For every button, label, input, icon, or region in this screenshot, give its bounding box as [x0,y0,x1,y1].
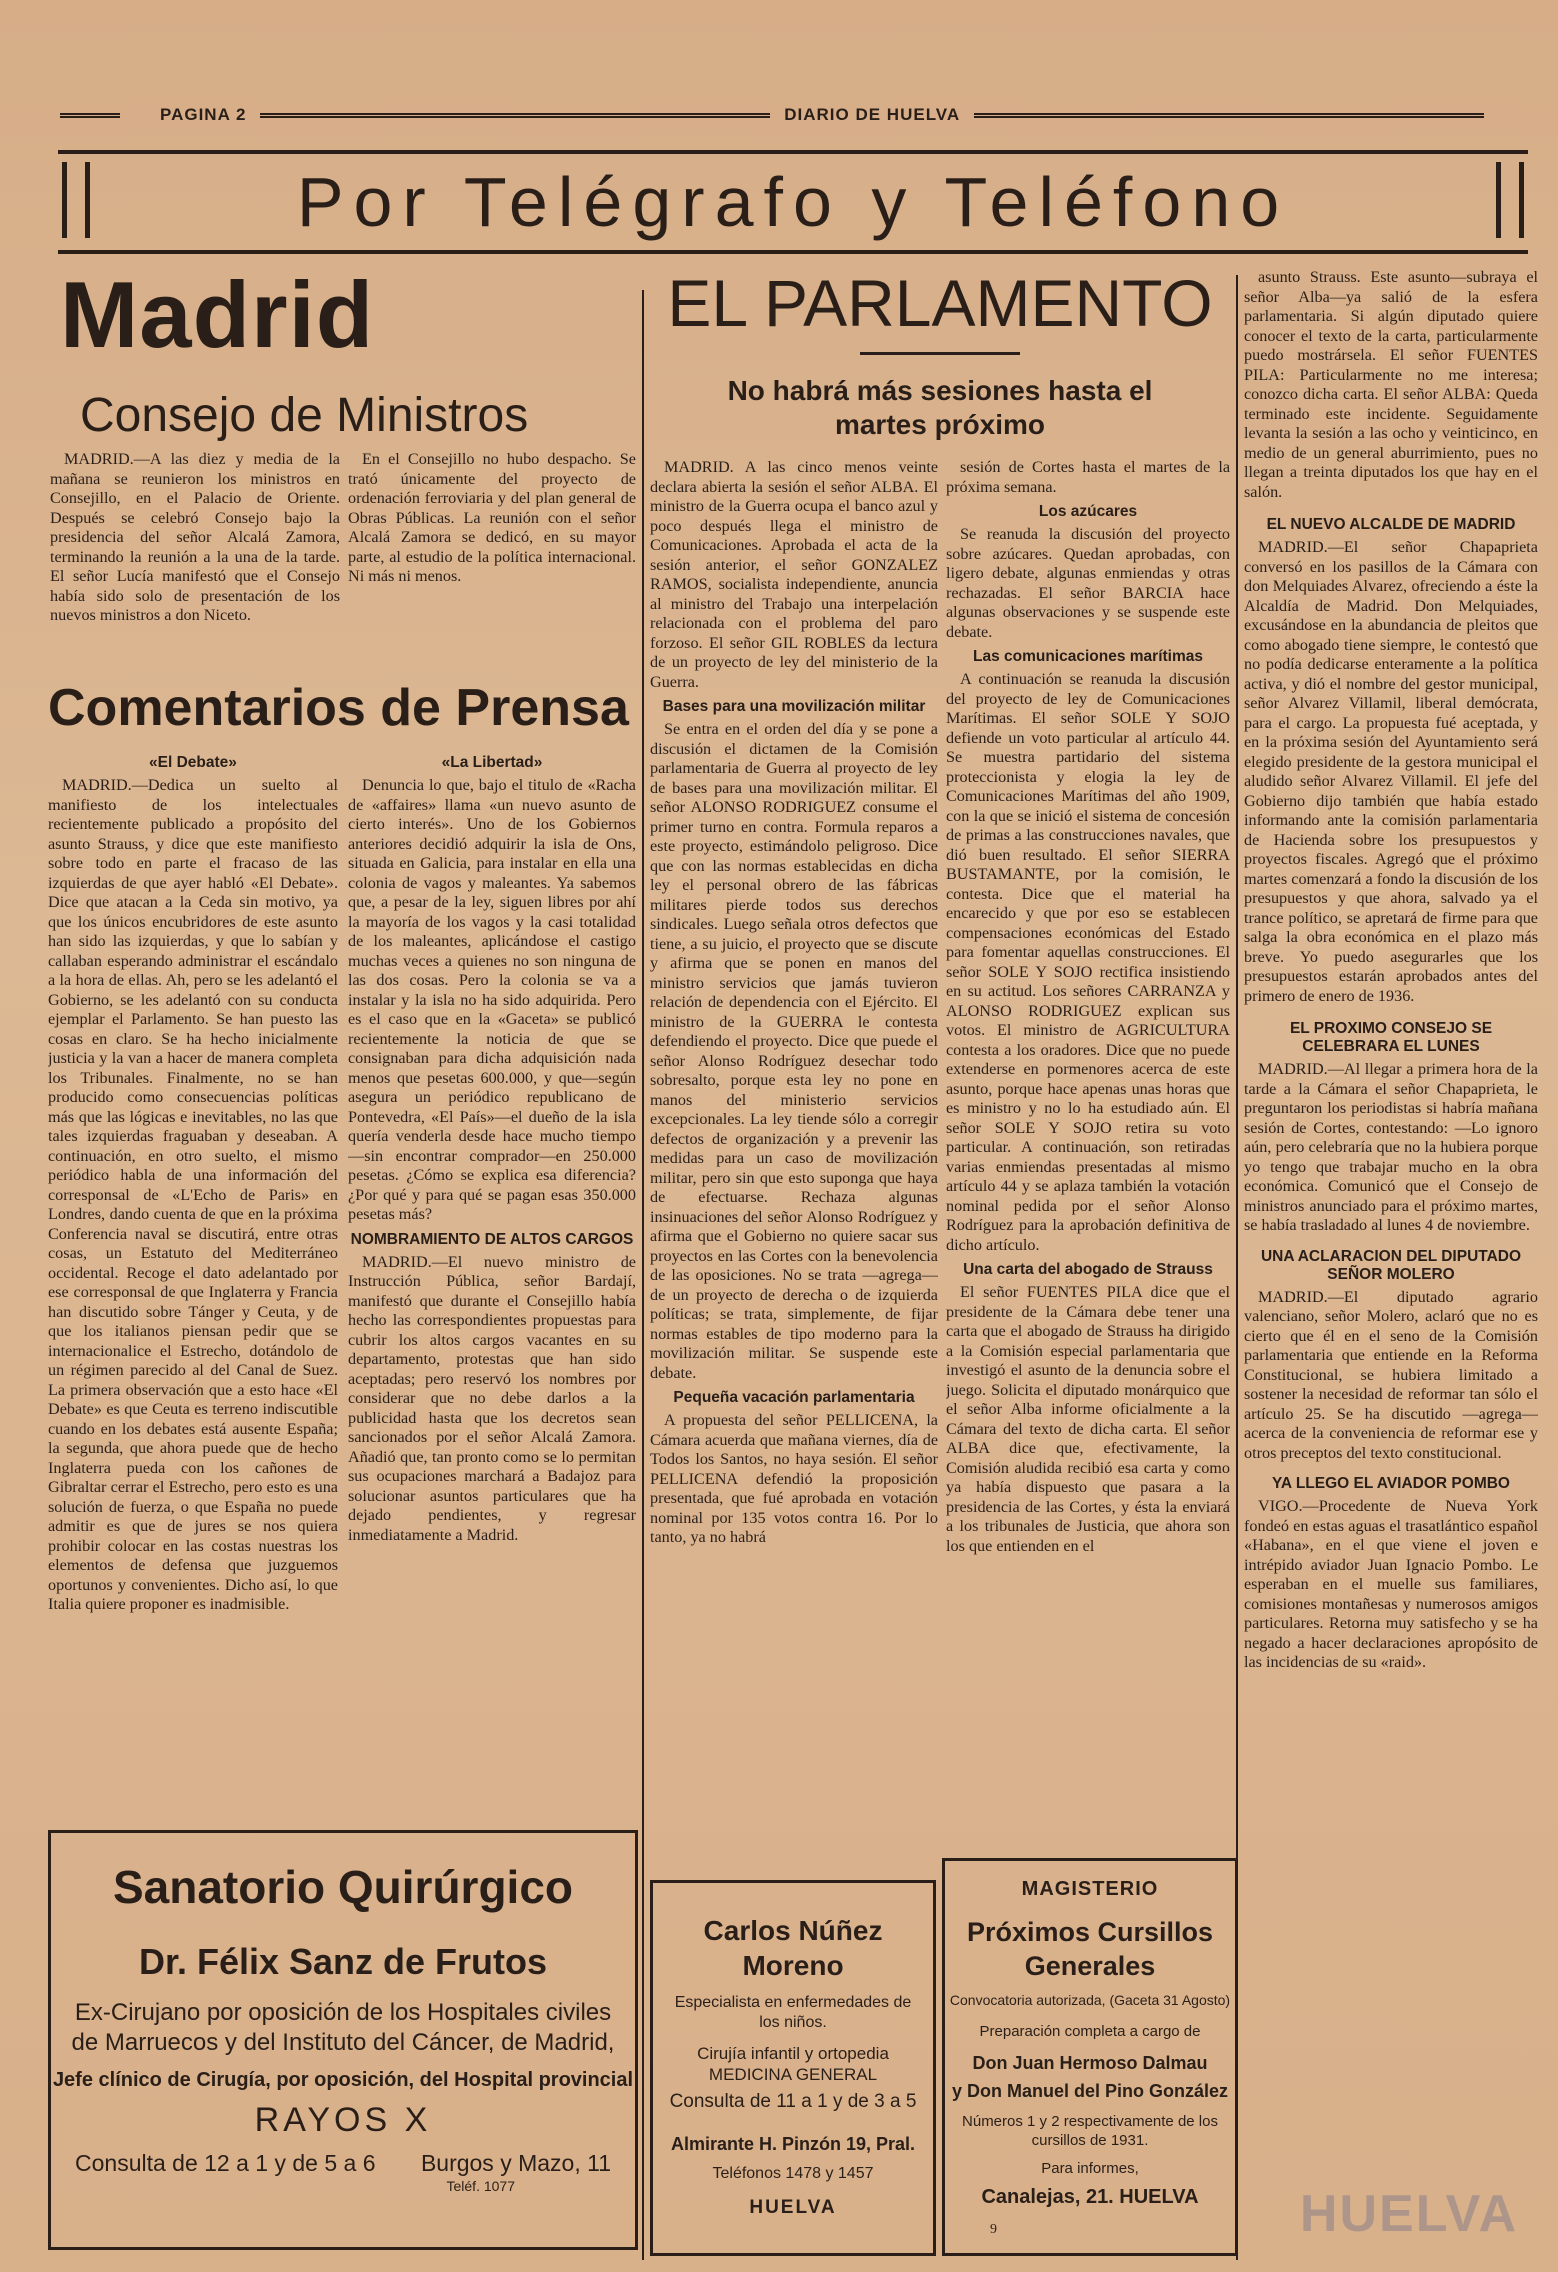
strauss-continuation: asunto Strauss. Este asunto—subraya el señor Alba—ya salió de la esfera parlamentaria. Si algún diputado quiere conocer el texto de la carta, particularmente puedo mostrársela. El señor FUENTES PILA: Particularmente no me interesa; conozco dicha carta. El señor ALBA: Queda terminado este incidente. Seguidamente levanta la sesión a las ocho y veinticinco, en medio de un general aburrimiento, pues no llegan a treinta diputados los que hay en el salón. [1244,268,1538,501]
nunez-spec: Especialista en enfermedades de los niños. [674,1994,912,2031]
libertad-text: Denuncia lo que, bajo el titulo de «Racha de «affaires» llama «un nuevo asunto de cierto interés». Uno de los Gobiernos anteriores decidió adquirir la isla de Ons, situada en Galicia, para instalar en ella una colonia de vagos y maleantes. Ya sabemos que, a pesar de la ley, siguen libres por ahí la mayoría de los vagos y la casi totalidad de los maleantes, aplicándose el castigo muchas veces a quienes no son ninguna de las dos cosas. Pero la colonia se va a instalar y la isla no ha sido adquirida. Pero es el caso que en la «Gaceta» se publicó recientemente la noticia de que se consignaban para dicha adquisición nada menos que pesetas 600.000, y que—según asegura un periódico republicano de Pontevedra, «El País»—el dueño de la isla quería venderla desde hace mucho tiempo—sin encontrar comprador—en 250.000 pesetas. ¿Cómo se explica esa diferencia? ¿Por qué y para qué se pagan esas 350.000 pesetas más? [348,776,636,1223]
parlamento-col-1: MADRID. A las cinco menos veinte declara abierta la sesión el señor ALBA. El ministro de la Guerra ocupa el banco azul y poco después llega el ministro de Comunicaciones. Aprobada el acta de la sesión anterior, el señor GONZALEZ RAMOS, socialista independiente, anuncia al ministro del Trabajo una interpelación relacionada con el problema del paro forzoso. El señor GIL ROBLES da lectura de un proyecto de ley del ministerio de la Guerra. Bases para una movilización militar Se entra en el orden del día y se pone a discusión el dictamen de la Comisión parlamentaria de Guerra al proyecto de ley de bases para una movilización militar. El señor ALONSO RODRIGUEZ consume el primer turno en contra. Formula reparos a este proyecto, estimándolo peligroso. Dice que con las normas establecidas en dicha ley el personal obrero de las fábricas militares pierde todos sus derechos sindicales. Luego señala otros defectos que tiene, a su juicio, el proyecto que se discute y afirma que se ponen en manos del ministro servicios que jamás tuvieron relación de dependencia con el Ejército. El ministro de la GUERRA le contesta defendiendo el proyecto. Dice que puede el señor Alonso Rodríguez desechar todo sobresalto, porque esta ley no pone en manos del ministerio servicios excepcionales. La ley tiende sólo a corregir defectos de organización y a prevenir las medidas para un caso de movilización militar, pero sin que esto suponga que haya de efectuarse. Rechaza algunas insinuaciones del señor Alonso Rodríguez y afirma que el Gobierno no quiere sacar sus proyectos en las Cortes con la benevolencia de las oposiciones. No se trata —agrega—de un proyecto de derecha o de izquierda políticas; se trata, simplemente, de fijar normas estables de tipo moderno para la movilización militar. Se suspende este debate. Pequeña vacación parlamentaria A propuesta del señor PELLICENA, la Cámara acuerda que mañana viernes, día de Todos los Santos, no haya sesión. El señor PELLICENA defendió la proposición presentada, que fué aprobada en votación nominal por 135 votos contra 16. Por lo tanto, ya no habrá [650,458,938,1546]
debate-heading: «El Debate» [149,754,237,771]
libertad-heading: «La Libertad» [441,754,543,771]
sanatorio-telef: Teléf. 1077 [446,2177,515,2194]
nombramiento-text: MADRID.—El nuevo ministro de Instrucción Pública, señor Bardají, manifestó que durante el Consejillo había hecho las correspondientes propuestas para cubrir los altos cargos vacantes en su departamento, protestas que han sido aceptadas; pero reservó los nombres por considerar que no debe darlos a la publicidad hasta que los decretos sean sancionados por el señor Alcalá Zamora. Añadió que, tan pronto como se lo permitan sus ocupaciones marchará a Badajoz para solucionar asuntos particulares que ha dejado pendientes, y regresar inmediatamente a Madrid. [348,1252,636,1544]
nombramiento-heading: NOMBRAMIENTO DE ALTOS CARGOS [350,1230,634,1248]
nunez-name: Carlos Núñez Moreno [703,1915,883,1981]
section-banner [58,150,1528,254]
alcalde-text: MADRID.—El señor Chapaprieta conversó en los pasillos de la Cámara con don Melquiades Alvarez, ofreciendo a éste la Alcaldía de Madrid. Don Melquiades, excusándose en la abundancia de pleitos que como abogado tiene siempre, le contestó que no podía dedicarse enteramente a la política activa, y dió el nombre del gestor municipal, señor Alvarez Villamil, liberal demócrata, para el cargo. La propuesta fué aceptada, y en la próxima sesión del Ayuntamiento será elegido presidente de la gestora municipal el aludido señor Alvarez Villamil. El jefe del Gobierno dijo también que había estado informando ante la comisión parlamentaria de Hacienda sobre los presupuestos y proyectos fiscales. Agregó que el próximo martes comenzará a fondo la discusión de los presupuestos y que ahora, salvado ya el trance político, se apretará de firme para que salga la obra económica en el plazo más breve. Yo puedo asegurarles que los presupuestos estarán aprobados antes del primero de enero de 1936. [1244,538,1538,1005]
vacacion-text: A propuesta del señor PELLICENA, la Cámara acuerda que mañana viernes, día de Todos los Santos, no haya sesión. El señor PELLICENA defendió la proposición presentada, que fué aprobada en votación nominal por 135 votos contra 16. Por lo tanto, ya no habrá [650,1411,938,1546]
sanatorio-consulta: Consulta de 12 a 1 y de 5 a 6 [75,2150,376,2176]
magisterio-addr: Canalejas, 21. HUELVA [981,2186,1199,2208]
consejo-lunes-heading: EL PROXIMO CONSEJO SE CELEBRARA EL LUNES [1289,1020,1493,1055]
magisterio-title: Próximos Cursillos Generales [966,1917,1214,1981]
magisterio-head: MAGISTERIO [1021,1878,1159,1900]
nunez-city: HUELVA [749,2196,837,2218]
madrid-title: Madrid [60,262,375,367]
molero-heading: UNA ACLARACION DEL DIPUTADO SEÑOR MOLERO [1260,1247,1522,1283]
alcalde-heading: EL NUEVO ALCALDE DE MADRID [1266,516,1516,533]
bases-heading: Bases para una movilización militar [662,698,926,715]
magisterio-conv: Convocatoria autorizada, (Gaceta 31 Agosto) [949,1991,1231,2008]
sanatorio-address: Burgos y Mazo, 11 [420,2150,611,2176]
banner-title: Por Telégrafo y Teléfono [296,163,1290,241]
prensa-col-right [348,748,636,1808]
madrid-text-right: En el Consejillo no hubo despacho. Se trató únicamente del proyecto de ordenación ferroviaria y del plan general de Obras Públicas. La reunión con el señor Alcalá Zamora se dedicó, en su mayor parte, al estudio de la política internacional. Ni más ni menos. [348,450,636,585]
magisterio-prep: Preparación completa a cargo de [979,2023,1201,2040]
vacacion-heading: Pequeña vacación parlamentaria [673,1389,915,1406]
magisterio-info: Para informes, [1041,2160,1139,2178]
nunez-cirugia: Cirujía infantil y ortopedia [697,2044,889,2063]
paper-name: DIARIO DE HUELVA [784,105,961,124]
magisterio-p2: y Don Manuel del Pino González [951,2081,1229,2102]
archive-watermark: HUELVA [1299,2185,1518,2243]
nunez-medicina: MEDICINA GENERAL [708,2065,878,2085]
page-number: PAGINA 2 [160,105,247,124]
right-column [1244,268,1538,2258]
molero-text: MADRID.—El diputado agrario valenciano, señor Molero, aclaró que no es cierto que él en el seno de la Comisión parlamentaria que entiende en la Reforma Constitucional, se hubiera limitado a sostener la necesidad de reformar tan sólo el artículo 25. Se ha discutido —agrega— acerca de la conveniencia de reformar ese y otros preceptos del texto constitucional. [1244,1287,1538,1462]
ornament-rule [860,352,1020,355]
sanatorio-doctor: Dr. Félix Sanz de Frutos [138,1940,548,1982]
bases-text: Se entra en el orden del día y se pone a discusión el dictamen de la Comisión parlamentaria de Guerra al proyecto de ley de bases para una movilización militar. El señor ALONSO RODRIGUEZ consume el primer turno en contra. Formula reparos a este proyecto, estimándolo peligroso. Dice que con las normas establecidas en dicha ley el personal obrero de las fábricas militares pierde todos sus derechos sindicales. Luego señala otros defectos que tiene, a su juicio, el proyecto que se discute y afirma que se ponen en manos del ministro servicios que jamás tuvieron relación de dependencia con el Ejército. El ministro de la GUERRA le contesta defendiendo el proyecto. Dice que puede el señor Alonso Rodríguez desechar todo sobresalto, porque esta ley no pone en manos del ministerio servicios excepcionales. La ley tiende sólo a corregir defectos de organización y a prevenir las medidas para un caso de movilización militar, pero sin que esto suponga que haya de efectuarse. Rechaza algunas insinuaciones del señor Alonso Rodríguez y afirma que el Gobierno no quiere sacar sus proyectos en las Cortes con la benevolencia de las oposiciones. No se trata —agrega—de un proyecto de derecha o de izquierda políticas; se trata, simplemente, de fijar normas estables de tipo moderno para la movilización militar. Se suspende este debate. [650,720,938,1382]
nunez-address: Almirante H. Pinzón 19, Pral. [670,2134,916,2155]
pombo-text: VIGO.—Procedente de Nueva York fondeó en estas aguas el trasatlántico español «Habana», en el que viene el joven e intrépido aviador Juan Ignacio Pombo. Le esperaban en el muelle sus familiares, comisiones montañesas y numerosos amigos particulares. Retorna muy satisfecho y se ha negado a hacer declaraciones apropósito de las incidencias de su «raid». [1244,1497,1538,1671]
banner-ornament-right [1496,162,1524,238]
sanatorio-line2: de Marruecos y del Instituto del Cáncer, de Madrid, [71,2028,615,2056]
maritimas-text: A continuación se reanuda la discusión del proyecto de ley de Comunicaciones Marítimas. El señor SOLE Y SOJO defiende un voto particular al artículo 44. Se muestra partidario del sistema proteccionista y elogia la ley de Comunicaciones Marítimas del año 1909, con la que se inició el sistema de concesión de primas a las construcciones navales, que dió buen resultado. El señor SIERRA BUSTAMANTE, por la comisión, le contesta. Dice que el material ha encarecido y que por eso se establecen compensaciones económicas del Estado para fomentar aquellas construcciones. El señor SOLE Y SOJO rectifica insistiendo en su actitud. Los señores CARRANZA y ALONSO RODRIGUEZ explican sus votos. El ministro de AGRICULTURA contesta a los oradores. Dice que no puede extenderse en pormenores acerca de este asunto, porque hace apenas unas horas que es ministro y no lo ha estudiado aún. El señor SOLE Y SOJO retira su voto particular. A continuación, son retiradas varias enmiendas presentadas al mismo artículo 44 y se aplaza también la votación nominal pedida por el señor Alonso Rodríguez para la aprobación definitiva de dicho artículo. [946,670,1230,1254]
madrid-text-left: MADRID.—A las diez y media de la mañana se reunieron los ministros en Consejillo, en el Palacio de Oriente. Después se celebró Consejo bajo la presidencia del señor Alcalá Zamora, terminando la reunión a la una de la tarde. El señor Lucía manifestó que el Consejo había sido solo de presentación de los nuevos ministros a don Niceto. [50,450,340,624]
azucares-text: Se reanuda la discusión del proyecto sobre azúcares. Quedan aprobadas, con ligero debate, algunas enmiendas y otras rechazadas. El señor BARCIA hace algunas observaciones y se suspende este debate. [946,525,1230,641]
sanatorio-ad [48,1830,638,2250]
sanatorio-line1: Ex-Cirujano por oposición de los Hospitales civiles [74,1998,612,2026]
consejo-lunes-text: MADRID.—Al llegar a primera hora de la tarde a la Cámara el señor Chapaprieta, le preguntaron los periodistas si habría mañana sesión de Cortes, contestando: —Lo ignoro aún, pero celebraría que no la hubiera porque yo tengo que trabajar mucho en la obra económica. Comunicó que el Consejo de ministros anunciado para el próximo martes, se había trasladado al lunes 4 de noviembre. [1244,1060,1538,1234]
pombo-heading: YA LLEGO EL AVIADOR POMBO [1272,1475,1510,1492]
azucares-heading: Los azúcares [1038,503,1138,520]
banner-ornament-left [62,162,90,238]
sanatorio-title: Sanatorio Quirúrgico [112,1861,574,1913]
nunez-consulta: Consulta de 11 a 1 y de 3 a 5 [669,2090,917,2112]
maritimas-heading: Las comunicaciones marítimas [972,648,1203,665]
parlamento-col-2: sesión de Cortes hasta el martes de la próxima semana. Los azúcares Se reanuda la discusión del proyecto sobre azúcares. Quedan aprobadas, con ligero debate, algunas enmiendas y otras rechazadas. El señor BARCIA hace algunas observaciones y se suspende este debate. Las comunicaciones marítimas A continuación se reanuda la discusión del proyecto de ley de Comunicaciones Marítimas. El señor SOLE Y SOJO defiende un voto particular al artículo 44. Se muestra partidario del sistema proteccionista y elogia la ley de Comunicaciones Marítimas del año 1909, con la que se inició el sistema de concesión de primas a las construcciones navales, que dió buen resultado. El señor SIERRA BUSTAMANTE, por la comisión, le contesta. Dice que el material ha encarecido y que por eso se establecen compensaciones económicas del Estado para fomentar aquellas construcciones. El señor SOLE Y SOJO rectifica insistiendo en su actitud. Los señores CARRANZA y ALONSO RODRIGUEZ explican sus votos. El ministro de AGRICULTURA contesta a los oradores. Dice que no puede extenderse en pormenores acerca de este asunto, porque hace apenas unas horas que es ministro y no lo ha estudiado aún. El señor SOLE Y SOJO retira su voto particular. A continuación, son retiradas varias enmiendas presentadas al mismo artículo 44 y se aplaza también la votación nominal pedida por el señor Alonso Rodríguez para la aprobación definitiva de dicho artículo. Una carta del abogado de Strauss El señor FUENTES PILA dice que el presidente de la Cámara debe tener una carta que el abogado de Strauss ha dirigido a la Comisión especial parlamentaria que investigó el asunto de la denuncia sobre el juego. Solicita el diputado monárquico que el señor Alba informe oficialmente a la Cámara del texto de dicha carta. El señor ALBA dice que, efectivamente, la Comisión aludida recibió esa carta y como ya había dispuesto que pasara a la presidencia de las Cortes, y ésta la enviará a los tribunales de Justicia, que ahora son los que entienden en el [946,458,1230,1555]
magisterio-ad [942,1858,1238,2256]
page-mark: 9 [990,2222,997,2237]
debate-text: MADRID.—Dedica un suelto al manifiesto de los intelectuales recientemente publicado a propósito del asunto Strauss, y dice que este manifiesto sobre todo en parte el fracaso de las izquierdas de que ayer habló «El Debate». Dice que atacan a la Ceda sin motivo, ya que los únicos encubridores de este asunto han sido las izquierdas, y que lo sabían y callaban esperando administrar el escándalo a la hora de ellas. Ah, pero se les adelantó el Gobierno, se les adelantó con su conducta ejemplar el Parlamento. Se han puesto las cosas en claro. Se ha hecho inicialmente justicia y la van a hacer de manera completa los Tribunales. Finalmente, no se han producido como consecuencias políticas más que las lógicas e inevitables, no las que tales izquierdas fraguaban y deseaban. A continuación, en otro suelto, el mismo periódico habla de una información del corresponsal de «L'Echo de Paris» en Londres, dando cuenta de que en la próxima Conferencia naval se discutirá, entre otras cosas, un Estatuto del Mediterráneo occidental. Recoge el dato adelantado por ese corresponsal de que Inglaterra y Francia han discutido sobre Tánger y Ceuta, y de que los italianos piensan pedir que se internacionalice el Estrecho, dotándolo de un régimen parecido al del Canal de Suez. La primera observación que a esto hace «El Debate» es que Ceuta es terreno indiscutible cuando en los debates está ausente España; la segunda, que ahora puede que de hecho Inglaterra pueda con los cañones de Gibraltar cerrar el Estrecho, pero esto es una solución de fuerza, o que España no puede admitir es que de jures se nos quiera prohibir colocar en las costas nuestras los elementos de defensa que juzguemos oportunos y convenientes. Dicho así, lo que Italia quiere proponer es inadmisible. [48,776,338,1613]
magisterio-nums: Números 1 y 2 respectivamente de los cursillos de 1931. [962,2112,1218,2149]
strauss-text: El señor FUENTES PILA dice que el presidente de la Cámara debe tener una carta que el abogado de Strauss ha dirigido a la Comisión especial parlamentaria que investigó el asunto de la denuncia sobre el juego. Solicita el diputado monárquico que el señor Alba informe oficialmente a la Cámara del texto de dicha carta. El señor ALBA dice que, efectivamente, la Comisión aludida recibió esa carta y como ya había dispuesto que pasara a la presidencia de las Cortes, y ésta la enviará a los tribunales de Justicia, que ahora son los que entienden en el [946,1283,1230,1555]
prensa-col-left [48,748,338,1808]
strauss-heading: Una carta del abogado de Strauss [963,1261,1213,1278]
nunez-ad [650,1880,936,2256]
parlamento-title: EL PARLAMENTO [667,266,1213,340]
page-header [60,98,1498,132]
sanatorio-line3: Jefe clínico de Cirugía, por oposición, del Hospital provincial [52,2068,634,2091]
column-divider [642,290,644,2260]
magisterio-p1: Don Juan Hermoso Dalmau [972,2052,1208,2073]
prensa-heading: Comentarios de Prensa [48,679,629,737]
consejo-heading: Consejo de Ministros [80,389,529,442]
parlamento-subtitle: No habrá más sesiones hasta el martes próximo [727,375,1153,440]
nunez-phones: Teléfonos 1478 y 1457 [712,2164,874,2182]
sanatorio-rayos: RAYOS X [254,2100,432,2139]
